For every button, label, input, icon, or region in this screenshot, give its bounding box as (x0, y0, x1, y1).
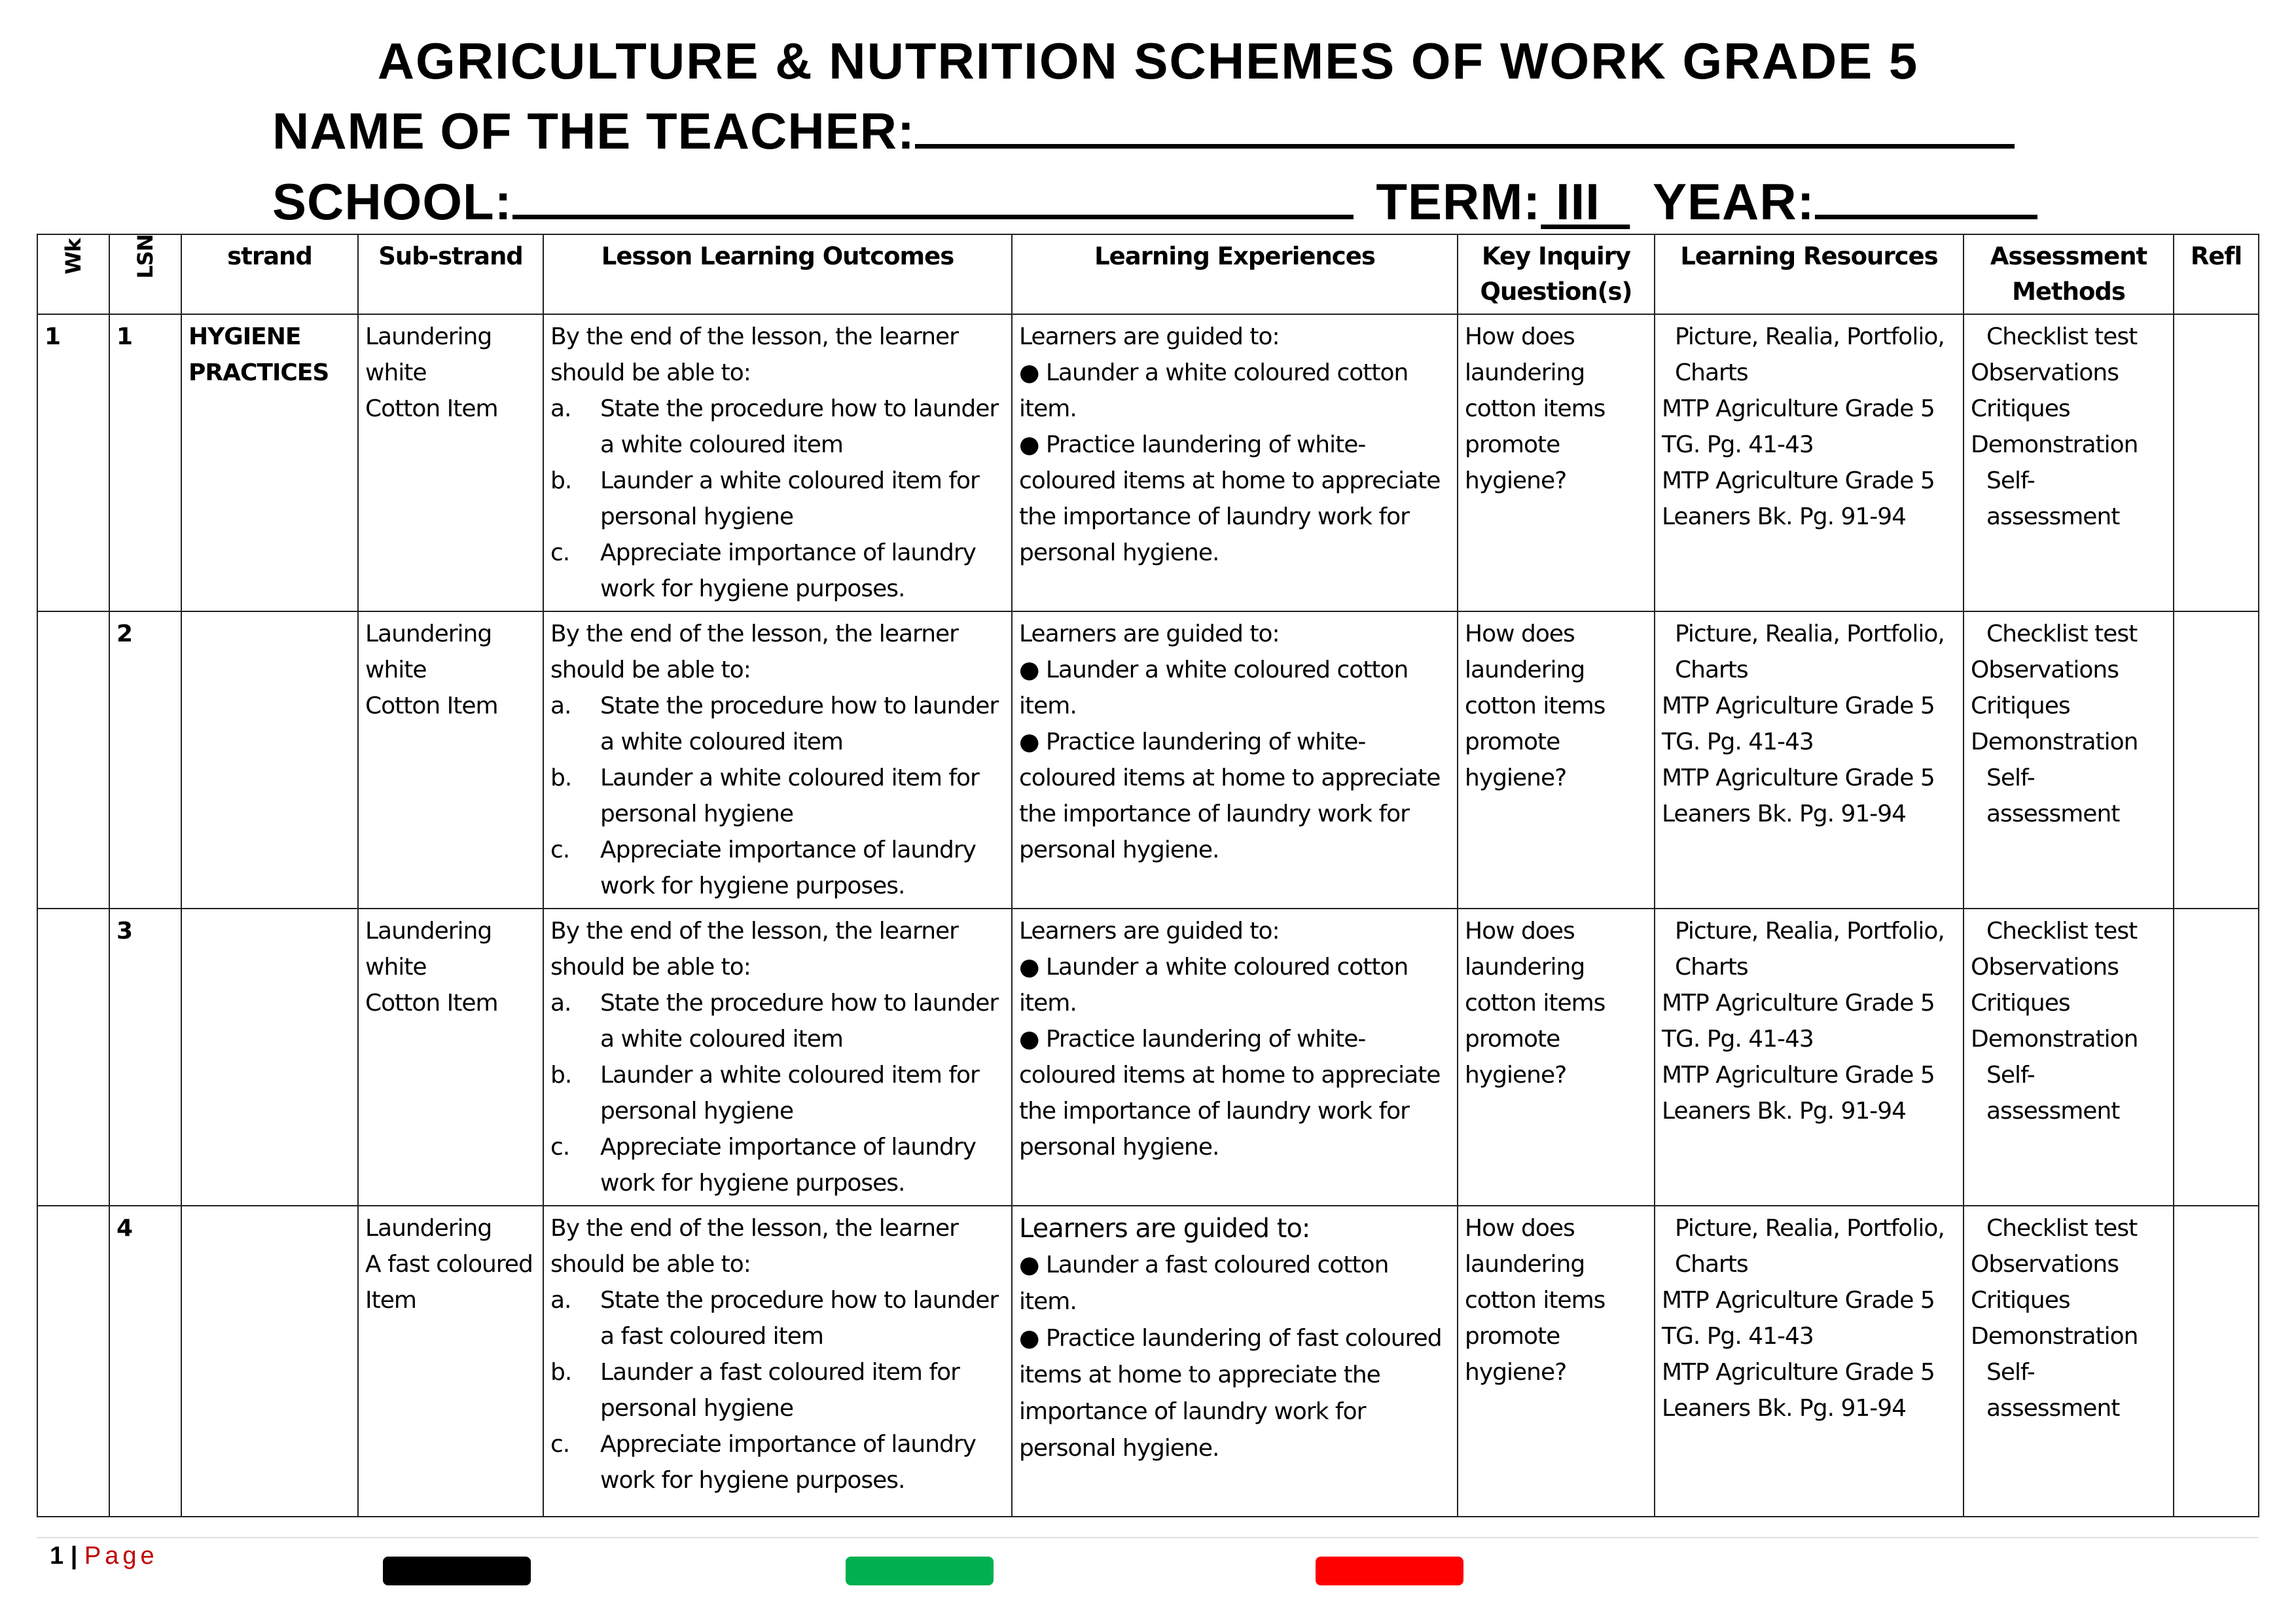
key-inquiry-cell: How does laundering cotton items promote hygiene? (1458, 909, 1655, 1206)
red-flag-bar (1316, 1557, 1463, 1585)
teacher-name-line (272, 98, 2015, 161)
black-flag-bar (383, 1557, 531, 1585)
col-header-sub-strand: Sub-strand (358, 234, 543, 314)
school-name-blank (512, 169, 1354, 219)
week-cell (37, 909, 109, 1206)
experiences-cell: Learners are guided to: ● Launder a white coloured cotton item. ● Practice laundering of white-coloured items at home to appreciate the importance of laundry work for personal hygiene. (1012, 909, 1458, 1206)
col-header-outcomes: Lesson Learning Outcomes (543, 234, 1012, 314)
school-term-year-line (272, 169, 2037, 232)
table-row (37, 1206, 2259, 1517)
resources-cell: Picture, Realia, Portfolio, Charts MTP Agriculture Grade 5 TG. Pg. 41-43 MTP Agriculture Grade 5 Leaners Bk. Pg. 91-94 (1655, 314, 1964, 611)
key-inquiry-cell: How does laundering cotton items promote hygiene? (1458, 314, 1655, 611)
table-row (37, 611, 2259, 909)
col-header-assessment: Assessment Methods (1964, 234, 2174, 314)
year-blank (1815, 169, 2037, 219)
footer-divider (37, 1537, 2258, 1538)
resources-cell: Picture, Realia, Portfolio, Charts MTP Agriculture Grade 5 TG. Pg. 41-43 MTP Agriculture Grade 5 Leaners Bk. Pg. 91-94 (1655, 611, 1964, 909)
col-header-lsn: LSN (109, 234, 181, 314)
reflection-cell (2174, 611, 2259, 909)
col-header-experiences: Learning Experiences (1012, 234, 1458, 314)
outcomes-cell: By the end of the lesson, the learner should be able to: a. State the procedure how to launder a white coloured item b. Launder a white coloured item for personal hygiene c. Appreciate importance of laundry work for hygiene purposes. (543, 314, 1012, 611)
teacher-label: NAME OF THE TEACHER: (272, 102, 915, 160)
col-header-key-inquiry: Key Inquiry Question(s) (1458, 234, 1655, 314)
outcomes-cell: By the end of the lesson, the learner should be able to: a. State the procedure how to launder a white coloured item b. Launder a white coloured item for personal hygiene c. Appreciate importance of laundry work for hygiene purposes. (543, 909, 1012, 1206)
experiences-cell: Learners are guided to: ● Launder a fast coloured cotton item. ● Practice laundering of fast coloured items at home to appreciate the importance of laundry work for personal hygiene. (1012, 1206, 1458, 1517)
reflection-cell (2174, 909, 2259, 1206)
teacher-name-blank (915, 98, 2015, 149)
sub-strand-cell: Laundering white Cotton Item (358, 314, 543, 611)
document-title: AGRICULTURE & NUTRITION SCHEMES OF WORK GRADE 5 (377, 32, 1919, 90)
lesson-cell: 1 (109, 314, 181, 611)
strand-cell (181, 611, 358, 909)
year-label: YEAR: (1652, 173, 1815, 230)
week-cell (37, 1206, 109, 1517)
table-row (37, 314, 2259, 611)
key-inquiry-cell: How does laundering cotton items promote hygiene? (1458, 1206, 1655, 1517)
sub-strand-cell: Laundering white Cotton Item (358, 909, 543, 1206)
lesson-cell: 4 (109, 1206, 181, 1517)
green-flag-bar (846, 1557, 994, 1585)
assessment-cell: Checklist test Observations Critiques Demonstration Self-assessment (1964, 314, 2174, 611)
week-cell: 1 (37, 314, 109, 611)
strand-cell (181, 1206, 358, 1517)
assessment-cell: Checklist test Observations Critiques Demonstration Self-assessment (1964, 611, 2174, 909)
term-value: III (1555, 173, 1600, 230)
strand-cell (181, 909, 358, 1206)
strand-cell: HYGIENE PRACTICES (181, 314, 358, 611)
outcomes-cell: By the end of the lesson, the learner should be able to: a. State the procedure how to launder a fast coloured item b. Launder a fast coloured item for personal hygiene c. Appreciate importance of laundry work for hygiene purposes. (543, 1206, 1012, 1517)
key-inquiry-cell: How does laundering cotton items promote hygiene? (1458, 611, 1655, 909)
scheme-of-work-table (37, 234, 2259, 1517)
col-header-strand: strand (181, 234, 358, 314)
experiences-cell: Learners are guided to: ● Launder a white coloured cotton item. ● Practice laundering of white-coloured items at home to appreciate the importance of laundry work for personal hygiene. (1012, 314, 1458, 611)
school-label: SCHOOL: (272, 173, 512, 230)
table-header-row (37, 234, 2259, 314)
assessment-cell: Checklist test Observations Critiques Demonstration Self-assessment (1964, 1206, 2174, 1517)
term-label: TERM: (1376, 173, 1541, 230)
sub-strand-cell: Laundering white Cotton Item (358, 611, 543, 909)
assessment-cell: Checklist test Observations Critiques Demonstration Self-assessment (1964, 909, 2174, 1206)
resources-cell: Picture, Realia, Portfolio, Charts MTP Agriculture Grade 5 TG. Pg. 41-43 MTP Agriculture Grade 5 Leaners Bk. Pg. 91-94 (1655, 909, 1964, 1206)
outcomes-cell: By the end of the lesson, the learner should be able to: a. State the procedure how to launder a white coloured item b. Launder a white coloured item for personal hygiene c. Appreciate importance of laundry work for hygiene purposes. (543, 611, 1012, 909)
table-row (37, 909, 2259, 1206)
reflection-cell (2174, 1206, 2259, 1517)
reflection-cell (2174, 314, 2259, 611)
col-header-resources: Learning Resources (1655, 234, 1964, 314)
experiences-cell: Learners are guided to: ● Launder a white coloured cotton item. ● Practice laundering of white-coloured items at home to appreciate the importance of laundry work for personal hygiene. (1012, 611, 1458, 909)
page-number: 1 | Page (50, 1542, 158, 1570)
col-header-wk: Wk (37, 234, 109, 314)
week-cell (37, 611, 109, 909)
resources-cell: Picture, Realia, Portfolio, Charts MTP Agriculture Grade 5 TG. Pg. 41-43 MTP Agriculture Grade 5 Leaners Bk. Pg. 91-94 (1655, 1206, 1964, 1517)
sub-strand-cell: Laundering A fast coloured Item (358, 1206, 543, 1517)
lesson-cell: 2 (109, 611, 181, 909)
col-header-refl: Refl (2174, 234, 2259, 314)
lesson-cell: 3 (109, 909, 181, 1206)
